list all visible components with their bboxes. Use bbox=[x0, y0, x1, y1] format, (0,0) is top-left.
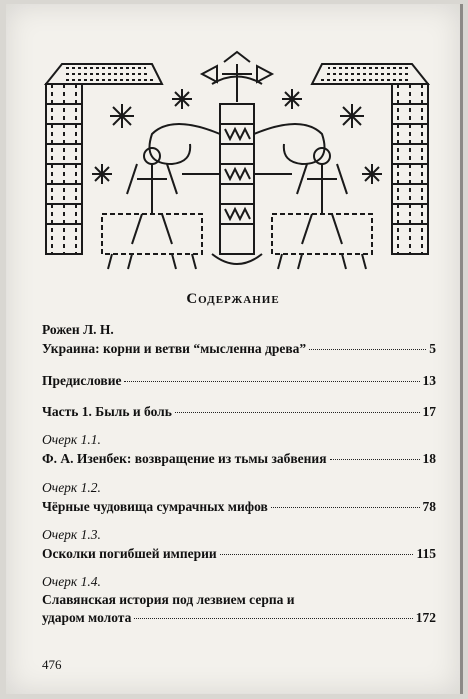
toc-entry-preface[interactable] bbox=[42, 372, 436, 390]
embroidery-ornament-image bbox=[42, 44, 432, 274]
toc-entry-essay-1-3[interactable] bbox=[42, 545, 436, 563]
toc-entry-part1[interactable] bbox=[42, 403, 436, 421]
toc-entry-essay-1-4-line1[interactable]: Славянская история под лезвием серпа и bbox=[42, 592, 295, 607]
toc-entry-page: 172 bbox=[415, 610, 436, 625]
toc-entry-page: 5 bbox=[429, 341, 436, 356]
toc-entry-essay-1-2[interactable] bbox=[42, 498, 436, 516]
toc-entry-essay-1-1[interactable] bbox=[42, 450, 436, 468]
toc-entry-page: 115 bbox=[416, 546, 436, 561]
toc-entry-page: 18 bbox=[422, 451, 436, 466]
book-page bbox=[6, 4, 463, 694]
toc-entry-page: 17 bbox=[422, 404, 436, 419]
leader-dots bbox=[271, 507, 420, 508]
toc-entry-page: 78 bbox=[422, 499, 436, 514]
leader-dots bbox=[134, 618, 412, 619]
toc-entry-title: Осколки погибшей империи bbox=[42, 546, 217, 561]
essay-label-1-3: Очерк 1.3. bbox=[42, 527, 101, 542]
toc-entry-ukraine[interactable] bbox=[42, 340, 436, 358]
toc-entry-title: ударом молота bbox=[42, 610, 132, 625]
essay-label-1-4: Очерк 1.4. bbox=[42, 574, 101, 589]
contents-heading: Содержание bbox=[186, 291, 280, 307]
essay-label-1-1: Очерк 1.1. bbox=[42, 432, 101, 447]
leader-dots bbox=[330, 459, 420, 460]
leader-dots bbox=[124, 381, 419, 382]
essay-label-1-2: Очерк 1.2. bbox=[42, 480, 101, 495]
toc-entry-title: Ф. А. Изенбек: возвращение из тьмы забвения bbox=[42, 451, 327, 466]
toc-entry-essay-1-4[interactable] bbox=[42, 609, 436, 627]
leader-dots bbox=[220, 554, 414, 555]
page-number: 476 bbox=[42, 657, 62, 672]
toc-author: Рожен Л. Н. bbox=[42, 322, 114, 337]
toc-entry-title: Предисловие bbox=[42, 373, 122, 388]
leader-dots bbox=[309, 349, 426, 350]
toc-entry-page: 13 bbox=[422, 373, 436, 388]
leader-dots bbox=[175, 412, 420, 413]
toc-entry-title: Украина: корни и ветви “мысленна древа” bbox=[42, 341, 307, 356]
toc-entry-title: Чёрные чудовища сумрачных мифов bbox=[42, 499, 268, 514]
toc-entry-title: Часть 1. Быль и боль bbox=[42, 404, 172, 419]
